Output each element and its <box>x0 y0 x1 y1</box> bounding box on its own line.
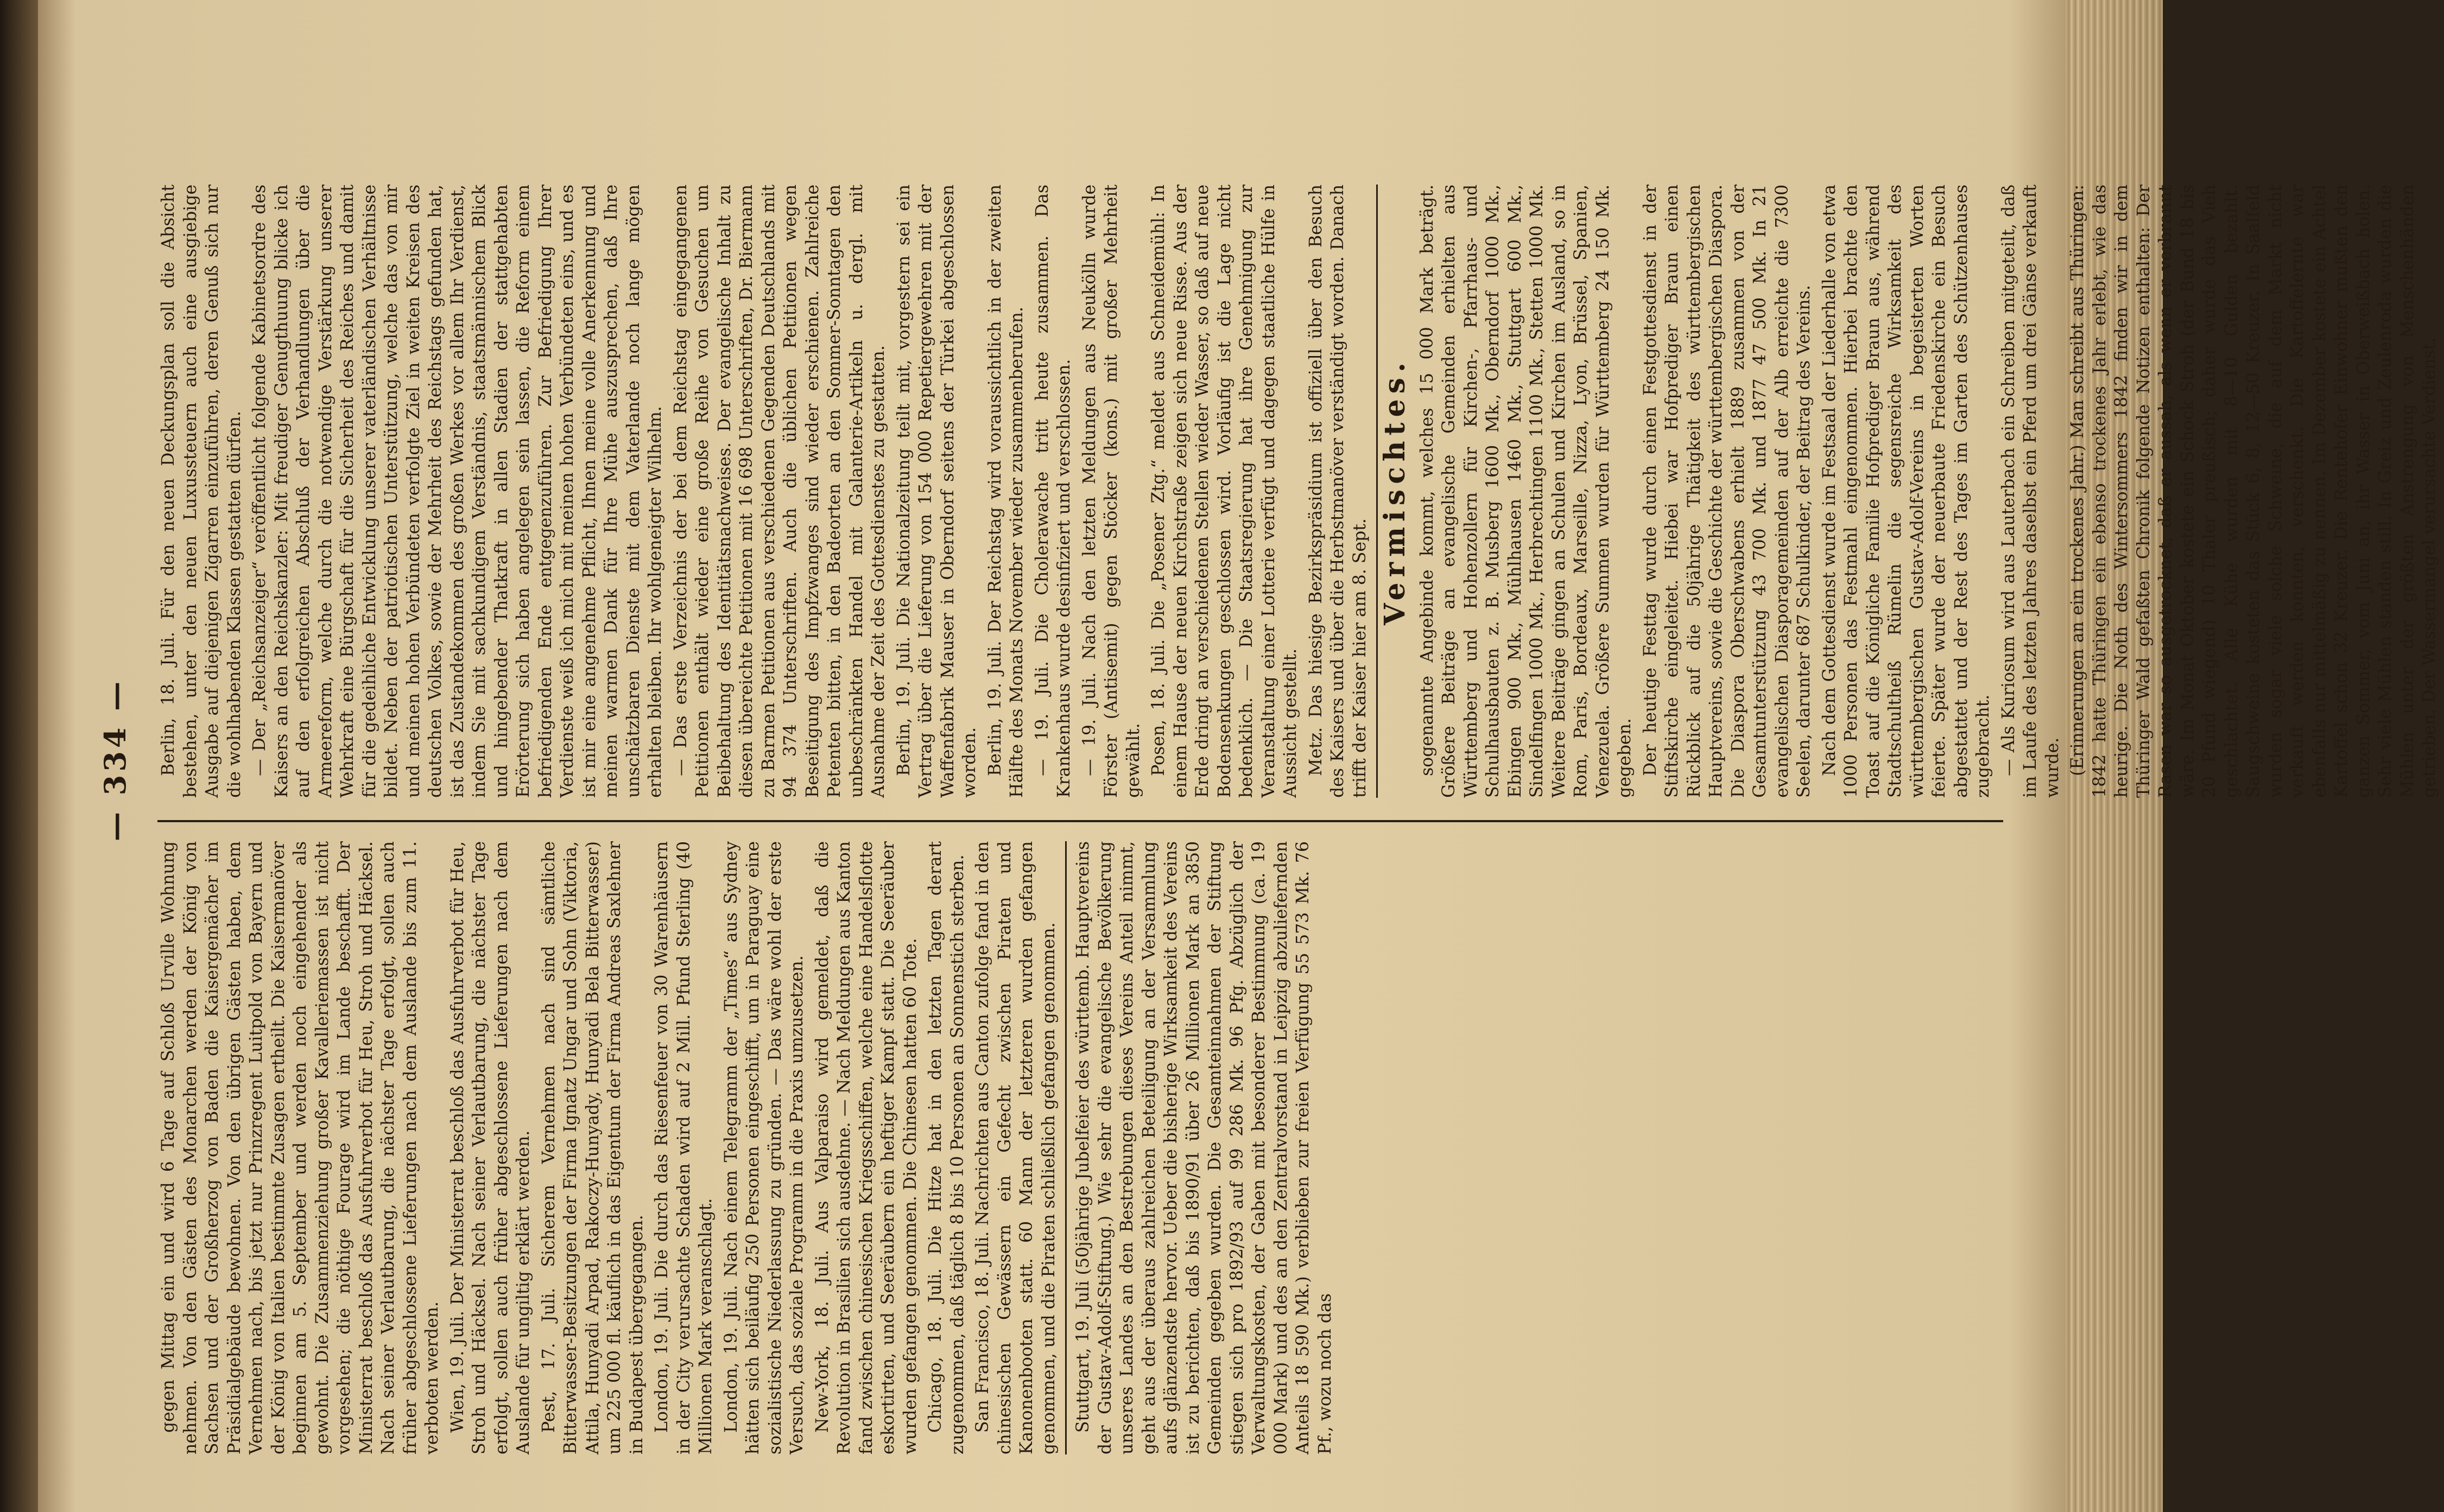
article-paragraph: gegen Mittag ein und wird 6 Tage auf Schloß Urville Wohnung nehmen. Von den Gästen des Monarchen werden der König von Sachsen und der Großherzog von Baden die Kaisergemächer im Präsidialgebäude bewohnen. Von den übrigen Gästen haben, dem Vernehmen nach, bis jetzt nur Prinzregent Luitpold von Bayern und der König von Italien bestimmte Zusagen ertheilt. Die Kaisermanöver beginnen am 5. September und werden noch eingehender als gewohnt. Die Zusammenziehung großer Kavalleriemassen ist nicht vorgesehen; die nöthige Fourage wird im Lande beschafft. Der Ministerrat beschloß das Ausfuhrverbot für Heu, Stroh und Häcksel. Nach seiner Verlautbarung, die nächster Tage erfolgt, sollen auch früher abgeschlossene Lieferungen nach dem Auslande bis zum 11. verboten werden. <box>159 841 442 1454</box>
article-paragraph: — Das erste Verzeichnis der bei dem Reichstag eingegangenen Petitionen enthält wieder eine große Reihe von Gesuchen um Beibehaltung des Identitätsnachweises. Der evangelische Inhalt zu diesen übereichte Petitionen mit 16 698 Unterschriften, Dr. Biermann zu Barmen Petitionen aus verschiedenen Gegenden Deutschlands mit 94 374 Unterschriften. Auch die üblichen Petitionen wegen Beseitigung des Impfzwanges sind wieder erschienen. Zahlreiche Petenten bitten, in den Badeorten an den Sommer-Sonntagen den unbeschränkten Handel mit Galanterie-Artikeln u. dergl. mit Ausnahme der Zeit des Gottesdienstes zu gestatten. <box>670 185 888 798</box>
article-paragraph: Pest, 17. Juli. Sicherem Vernehmen nach sind sämtliche Bitterwasser-Besitzungen der Firma Ignatz Ungar und Sohn (Viktoria, Attila, Hunyadi Arpad, Rakoczy-Hunyady, Hunyadi Bela Bitterwasser) um 225 000 fl. käuflich in das Eigentum der Firma Andreas Saxlehner in Budapest übergegangen. <box>539 841 647 1454</box>
article-paragraph: Berlin, 19. Juli. Der Reichstag wird voraussichtlich in der zweiten Hälfte des Monats November wieder zusammenberufen. <box>985 185 1027 798</box>
article-paragraph: Metz. Das hiesige Bezirkspräsidium ist offiziell über den Besuch des Kaisers und über die Herbstmanöver verständigt worden. Danach trifft der Kaiser hier am 8. Sept. <box>1306 185 1370 798</box>
right-text-column <box>157 185 2444 798</box>
page-edge-shadow <box>0 0 38 1512</box>
section-divider <box>1376 185 1378 798</box>
article-paragraph: Wien, 19. Juli. Der Ministerrat beschloß das Ausfuhrverbot für Heu, Stroh und Häcksel. Nach seiner Verlautbarung, die nächster Tage erfolgt, sollen auch früher abgeschlossene Lieferungen nach dem Auslande für ungiltig erklärt werden. <box>447 841 533 1454</box>
column-rule <box>157 820 2003 822</box>
article-paragraph: London, 19. Juli. Die durch das Riesenfeuer von 30 Warenhäusern in der City verursachte Schaden wird auf 2 Mill. Pfund Sterling (40 Millionen Mark veranschlagt. <box>652 841 716 1454</box>
article-paragraph: Berlin, 19. Juli. Die Nationalzeitung teilt mit, vorgestern sei ein Vertrag über die Lieferung von 154 000 Repetiergewehren mit der Waffenfabrik Mauser in Oberndorf seitens der Türkei abgeschlossen worden. <box>894 185 979 798</box>
article-paragraph: London, 19. Juli. Nach einem Telegramm der „Times“ aus Sydney hätten sich beiläufig 250 Personen eingeschifft, um in Paraguay eine sozialistische Niederlassung zu gründen. — Das wäre wohl der erste Versuch, das soziale Programm in die Praxis umzusetzen. <box>721 841 807 1454</box>
article-paragraph: New-York, 18. Juli. Aus Valparaiso wird gemeldet, daß die Revolution in Brasilien sich ausdehne. — Nach Meldungen aus Kanton fand zwischen chinesischen Kriegsschiffen, welche eine Handelsflotte eskortirten, und Seeräubern ein heftiger Kampf statt. Die Seeräuber wurden gefangen genommen. Die Chinesen hatten 60 Tote. <box>812 841 920 1454</box>
article-paragraph: — 19. Juli. Die Cholerawache tritt heute zusammen. Das Krankenhaus wurde desinfiziert und verschlossen. <box>1032 185 1074 798</box>
section-heading-vermischtes: Vermischtes. <box>1378 357 1411 626</box>
article-paragraph: — 19. Juli. Nach den letzten Meldungen aus Neukölln wurde Förster (Antisemit) gegen Stöcker (kons.) mit großer Mehrheit gewählt. <box>1079 185 1143 798</box>
article-paragraph: — Der „Reichsanzeiger“ veröffentlicht folgende Kabinetsordre des Kaisers an den Reichskanzler: Mit freudiger Genugthuung blicke ich auf den erfolgreichen Abschluß der Verhandlungen über die Armeereform, welche durch die notwendige Verstärkung unserer Wehrkraft eine Bürgschaft für die Sicherheit des Reiches und damit für die gedeihliche Entwicklung unserer vaterländischen Verhältnisse bildet. Neben der patriotischen Unterstützung, welche das von mir und meinen hohen Verbündeten verfolgte Ziel in weiten Kreisen des deutschen Volkes, sowie der Mehrheit des Reichstags gefunden hat, ist das Zustandekommen des großen Werkes vor allem Ihr Verdienst, indem Sie mit sachkundigem Verständnis, staatsmännischem Blick und hingebender Thatkraft in allen Stadien der stattgehabten Erörterung sich haben angelegen sein lassen, die Reform einem befriedigenden Ende entgegenzuführen. Zur Befriedigung Ihrer Verdienste weiß ich mich mit meinen hohen Verbündeten eins, und es ist mir eine angenehme Pflicht, Ihnen meine volle Anerkennung und meinen warmen Dank für Ihre Mühe auszusprechen, daß Ihre unschätzbaren Dienste mit dem Vaterlande noch lange mögen erhalten bleiben. Ihr wohlgeneigter Wilhelm. <box>250 185 665 798</box>
left-text-column <box>157 841 1339 1454</box>
article-paragraph: — Als Kuriosum wird aus Lauterbach ein Schreiben mitgeteilt, daß im Laufe des letzten Jahres daselbst ein Pferd um drei Gänse verkauft wurde. <box>1998 185 2062 798</box>
article-paragraph: Stuttgart, 19. Juli (50jährige Jubelfeier des württemb. Hauptvereins der Gustav-Adolf-Stiftung.) Wie sehr die evangelische Bevölkerung unseres Landes an den Bestrebungen dieses Vereins Anteil nimmt, geht aus der überaus zahlreichen Beteiligung an der Versammlung aufs glänzendste hervor. Ueber die bisherige Wirksamkeit des Vereins ist zu berichten, daß bis 1890/91 über 26 Millionen Mark an 3850 Gemeinden gegeben wurden. Die Gesamteinnahmen der Stiftung stiegen sich pro 1892/93 auf 99 286 Mk. 96 Pfg. Abzüglich der Verwaltungskosten, der Gaben mit besonderer Bestimmung (ca. 19 000 Mark) und des an den Zentralvorstand in Leipzig abzuliefernden Anteils 18 590 Mk.) verblieben zur freien Verfügung 55 573 Mk. 76 Pf., wozu noch das <box>1073 841 1335 1454</box>
page-number: — 334 — <box>98 678 132 842</box>
article-paragraph: Posen, 18. Juli. Die „Posener Ztg.“ meldet aus Schneidemühl: In einem Hause der neuen Kirchstraße zeigen sich neue Risse. Aus der Erde dringt an verschiedenen Stellen wieder Wasser, so daß auf neue Bodensenkungen geschlossen wird. Vorläufig ist die Lage nicht bedenklich. — Die Staatsregierung hat ihre Genehmigung zur Veranstaltung einer Lotterie verfügt und dagegen staatliche Hülfe in Aussicht gestellt. <box>1149 185 1300 798</box>
article-paragraph: Berlin, 18. Juli. Für den neuen Deckungsplan soll die Absicht bestehen, unter den neuen Luxussteuern auch eine ausgiebige Ausgabe auf diejenigen Zigarren einzuführen, deren Genuß sich nur die wohlhabenden Klassen gestatten dürfen. <box>159 185 244 798</box>
article-paragraph: (Erinnerungen an ein trockenes Jahr.) Man schreibt aus Thüringen: 1842 hatte Thüringen ein ebenso trockenes Jahr erlebt, wie das heurige. Die Noth des Wintersommers 1842 finden wir in dem Thüringer Wald gefaßten Chronik folgende Notizen enthalten: Der Rasen war so ausgetrocknet, daß er aussah, als wenn er verbrannt wäre. Im Monat Oktober kostete ein Schock Stroh (der Bund 18 bis 20 Pfund wiegend) 10 Thaler preußisch; daher wurde das Vieh geschlachtet. Alle Kühe wurden mit 8—10 Gulden bezahlt. Saugschweine kosteten das Stück 6, 8, 12—50 Kreuzer. In Saalfeld wurden sogar viele solche Schweine, die auf dem Markt nicht verkauft werden konnten, verschenkt. Die Kartoffelernte war ebenfalls nur mittelmäßig zu nennen. Im Dezember kostete ein Achtel Kartoffel schon 32 Kreuzer. Die Rentehofer Einwohner mußten den ganzen Sommer, vom Juni an, ihr Wasser in Oberweißbach holen. Sehr viele Mühlen standen still. In Greiz und Zeulenroda wurden die Mühlen unter der größten Anstrengung von Menschenhänden getrieben. Der Wassermangel verursachte Verdienst. <box>2068 185 2439 798</box>
article-paragraph: Der heutige Festtag wurde durch einen Festgottesdienst in der Stiftskirche eingeleitet. Hiebei war Hofprediger Braun einen Rückblick auf die 50jährige Thätigkeit des württembergischen Hauptvereins, sowie die Geschichte der württembergischen Diaspora. Die Diaspora Oberschwabens erhielt 1889 zusammen von der Gesamtunterstützung 43 700 Mk. und 1877 47 500 Mk. In 21 evangelischen Diasporagemeinden auf der Alb erreichte die 7300 Seelen, darunter 687 Schulkinder, der Beitrag des Vereins. <box>1640 185 1814 798</box>
article-paragraph: Nach dem Gottesdienst wurde im Festsaal der Liederhalle von etwa 1000 Personen das Festmahl eingenommen. Hierbei brachte den Toast auf die Königliche Familie Hofprediger Braun aus, während Stadtschultheiß Rümelin die segensreiche Wirksamkeit des württembergischen Gustav-Adolf-Vereins in begeisterten Worten feierte. Später wurde der neuerbaute Friedenskirche ein Besuch abgestattet und der Rest des Tages im Garten des Schützenhauses zugebracht. <box>1819 185 1993 798</box>
article-paragraph: Chicago, 18. Juli. Die Hitze hat in den letzten Tagen derart zugenommen, daß täglich 8 bis 10 Personen an Sonnenstich sterben. <box>926 841 967 1454</box>
rotated-newspaper-page <box>81 54 2439 1465</box>
article-paragraph: sogenannte Angebinde kommt, welches 15 000 Mark beträgt. Größere Beiträge an evangelische Gemeinden erhielten aus Württemberg und Hohenzollern für Kirchen-, Pfarrhaus- und Schulhausbauten z. B. Musberg 1600 Mk., Oberndorf 1000 Mk., Ebingen 900 Mk., Mühlhausen 1460 Mk., Stuttgart 600 Mk., Sindelfingen 1000 Mk., Herbrechtingen 1100 Mk., Stetten 1000 Mk. Weitere Beiträge gingen an Schulen und Kirchen im Ausland, so in Rom, Paris, Bordeaux, Marseille, Nizza, Lyon, Brüssel, Spanien, Venezuela. Größere Summen wurden für Württemberg 24 150 Mk. gegeben. <box>1417 185 1635 798</box>
section-divider <box>1065 841 1067 1454</box>
article-paragraph: San Francisco, 18. Juli. Nachrichten aus Canton zufolge fand in den chinesischen Gewässern ein Gefecht zwischen Piraten und Kanonenbooten statt. 60 Mann der letzteren wurden gefangen genommen, und die Piraten schließlich gefangen genommen. <box>973 841 1059 1454</box>
